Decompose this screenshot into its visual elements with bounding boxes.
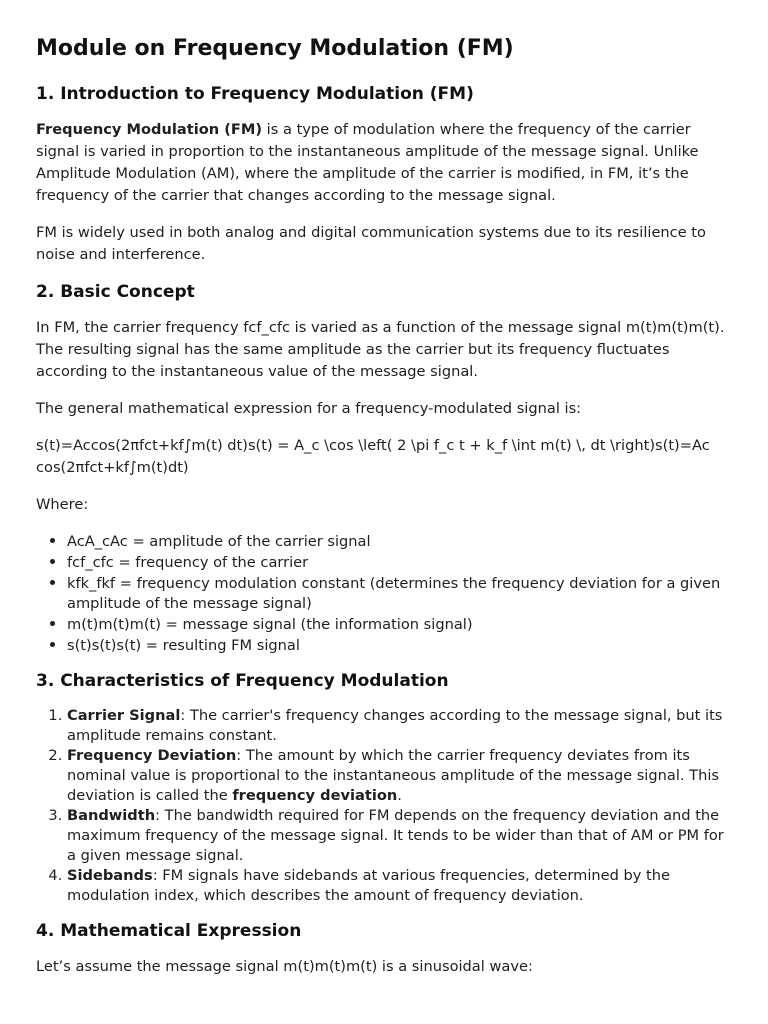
- list-item-term: Sidebands: [67, 866, 153, 884]
- fm-formula: s(t)=Accos(2πfct+kf∫m(t) dt)s(t) = A_c \cos \left( 2 \pi f_c t + k_f \int m(t) \, dt \right)s(t)=Ac cos(2πfct+kf∫m(t)dt): [36, 436, 710, 476]
- usage-paragraph: FM is widely used in both analog and digital communication systems due to its resilience to noise and interference.: [36, 223, 706, 263]
- list-item: • fcf_cfc = frequency of the carrier: [67, 552, 732, 573]
- section-heading-introduction: 1. Introduction to Frequency Modulation (FM): [36, 83, 474, 104]
- characteristics-list: [36, 706, 732, 906]
- list-item-term: Frequency Deviation: [67, 746, 237, 764]
- list-item-carrier-signal: [67, 706, 732, 746]
- where-label: Where:: [36, 495, 89, 513]
- list-item-frequency-deviation: [67, 746, 732, 806]
- list-item-term: Carrier Signal: [67, 706, 181, 724]
- intro-paragraph: [36, 119, 732, 207]
- list-item-text: : The bandwidth required for FM depends on the frequency deviation and the maximum frequency of the message signal. It tends to be wider than that of AM or PM for a given message signal.: [67, 806, 724, 864]
- intro-text: is a type of modulation where the frequency of the carrier signal is varied in proportion to the instantaneous amplitude of the message signal. Unlike Amplitude Modulation (AM), where the amplitude of the carrier is modified, in FM, it’s the frequency of the carrier that changes according to the message signal.: [36, 120, 699, 204]
- variable-list: [36, 531, 732, 656]
- list-item-text: : FM signals have sidebands at various frequencies, determined by the modulation index, which describes the amount of frequency deviation.: [67, 866, 670, 904]
- list-item-text: : The amount by which the carrier frequency deviates from its nominal value is proportional to the instantaneous amplitude of the message signal. This deviation is called the: [67, 746, 719, 804]
- concept-paragraph: In FM, the carrier frequency fcf_cfc is varied as a function of the message signal m(t)m(t)m(t). The resulting signal has the same amplitude as the carrier but its frequency fluctuates according to the instantaneous value of the message signal.: [36, 318, 725, 380]
- list-item: • AcA_cAc = amplitude of the carrier signal: [67, 531, 732, 552]
- section-heading-basic-concept: 2. Basic Concept: [36, 281, 195, 302]
- list-item: • m(t)m(t)m(t) = message signal (the information signal): [67, 614, 732, 635]
- section-heading-characteristics: 3. Characteristics of Frequency Modulation: [36, 670, 449, 691]
- intro-term: Frequency Modulation (FM): [36, 120, 263, 138]
- list-item: • s(t)s(t)s(t) = resulting FM signal: [67, 635, 732, 656]
- list-item: • kfk_fkf = frequency modulation constant (determines the frequency deviation for a given amplitude of the message signal): [67, 573, 732, 614]
- list-item-text-end: .: [397, 786, 402, 804]
- list-item-sidebands: [67, 866, 732, 906]
- math-paragraph: Let’s assume the message signal m(t)m(t)m(t) is a sinusoidal wave:: [36, 957, 533, 975]
- expression-intro: The general mathematical expression for a frequency-modulated signal is:: [36, 399, 582, 417]
- page-title: Module on Frequency Modulation (FM): [36, 36, 514, 61]
- list-item-emphasis: frequency deviation: [232, 786, 398, 804]
- list-item-bandwidth: [67, 806, 732, 866]
- section-heading-mathematical-expression: 4. Mathematical Expression: [36, 920, 302, 941]
- list-item-term: Bandwidth: [67, 806, 156, 824]
- list-item-text: : The carrier's frequency changes according to the message signal, but its amplitude remains constant.: [67, 706, 723, 744]
